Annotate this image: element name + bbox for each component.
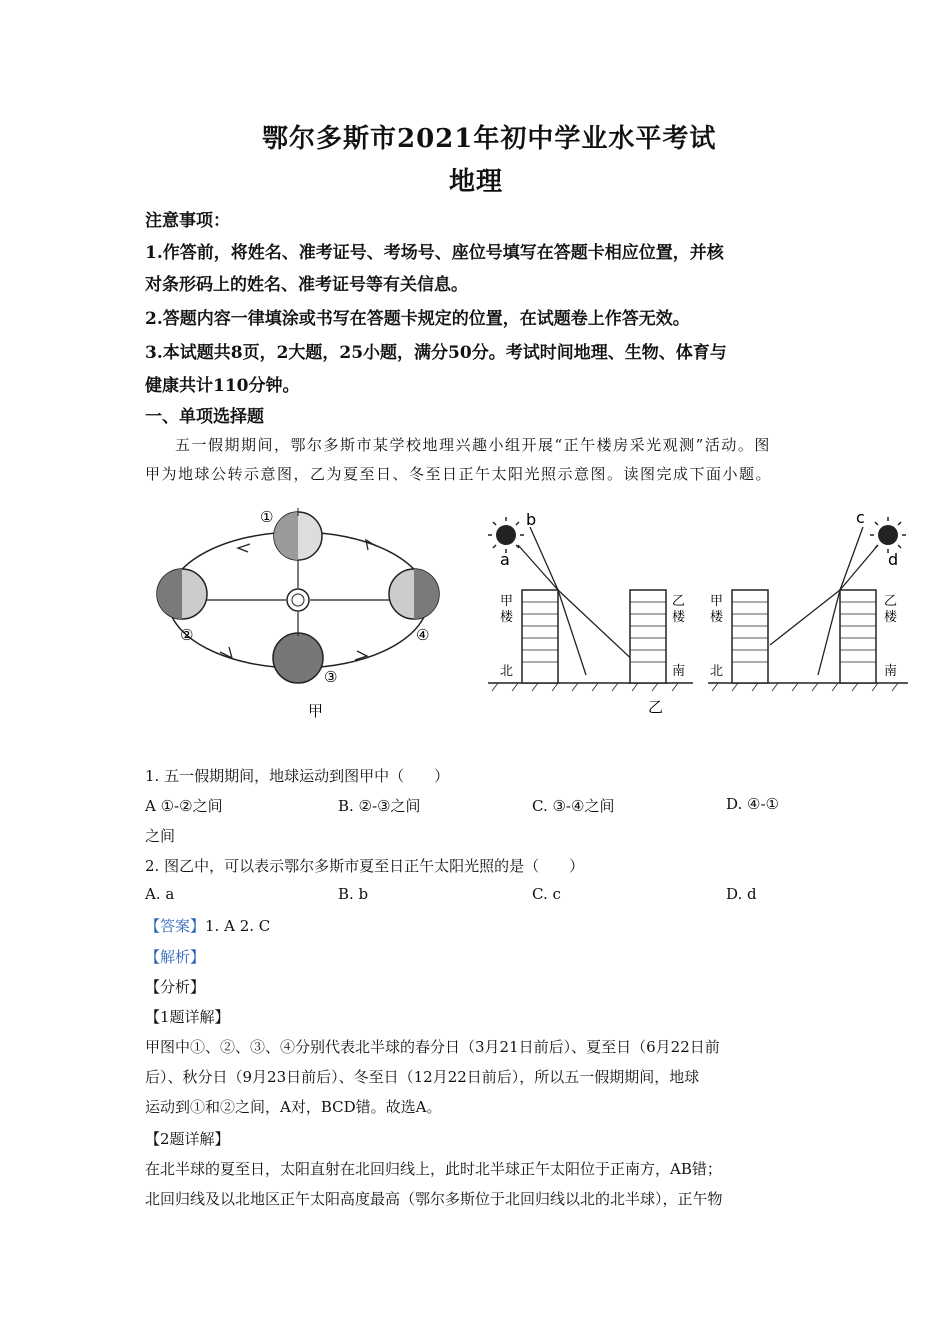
- building-a-label-1-right: 甲: [710, 594, 724, 609]
- building-yi-left: [630, 590, 666, 683]
- marker-4: ④: [416, 626, 430, 644]
- answer-text: 1. A 2. C: [205, 917, 271, 935]
- earth-globe-3: [273, 630, 323, 683]
- page-title: 鄂尔多斯市2021年初中学业水平考试: [262, 124, 717, 154]
- sun-icon: [287, 589, 309, 611]
- building-b-label-1-right: 乙: [884, 594, 898, 609]
- earth-globe-1: [274, 508, 322, 560]
- intro-line1: 五一假期期间，鄂尔多斯市某学校地理兴趣小组开展“正午楼房采光观测”活动。图: [175, 436, 771, 454]
- q2-stem: 2. 图乙中，可以表示鄂尔多斯市夏至日正午太阳光照的是（ ）: [145, 857, 585, 875]
- q1-option-a[interactable]: A ①-②之间: [145, 797, 223, 815]
- q2-option-d[interactable]: D. d: [726, 885, 757, 903]
- earth-globe-4: [389, 569, 439, 619]
- q1-option-d-cont: 之间: [145, 827, 176, 845]
- marker-1: ①: [260, 508, 274, 526]
- answer-row: [145, 915, 270, 936]
- notice-item-1-line1: 1.作答前，将姓名、准考证号、考场号、座位号填写在答题卡相应位置，并核: [145, 243, 724, 263]
- building-a-label-1: 甲: [500, 594, 514, 609]
- q2-option-a[interactable]: A. a: [145, 885, 175, 903]
- figure-jia-orbit: [150, 498, 450, 720]
- notice-item-3-line1: 3.本试题共8页，2大题，25小题，满分50分。考试时间地理、生物、体育与: [145, 343, 727, 363]
- q1-stem: 1. 五一假期期间，地球运动到图甲中（ ）: [145, 767, 450, 785]
- detail-1-line3: 运动到①和②之间，A对，BCD错。故选A。: [145, 1098, 442, 1116]
- south-label-right: 南: [884, 664, 898, 679]
- building-a-label-2: 楼: [500, 610, 514, 625]
- figure-yi-sunlight: [488, 505, 913, 720]
- notice-heading: 注意事项：: [145, 211, 230, 231]
- notice-item-2: 2.答题内容一律填涂或书写在答题卡规定的位置，在试题卷上作答无效。: [145, 309, 690, 329]
- marker-2: ②: [180, 626, 194, 644]
- q1-option-c[interactable]: C. ③-④之间: [532, 797, 615, 815]
- subject-title: 地理: [449, 167, 504, 197]
- answer-tag: 【答案】: [145, 917, 206, 935]
- q1-option-d[interactable]: D. ④-①: [726, 795, 779, 813]
- q2-option-b[interactable]: B. b: [338, 885, 369, 903]
- building-jia-right: [732, 590, 768, 683]
- fenxi-tag: 【分析】: [145, 978, 206, 996]
- intro-line2: 甲为地球公转示意图，乙为夏至日、冬至日正午太阳光照示意图。读图完成下面小题。: [145, 465, 773, 483]
- detail-1-line1: 甲图中①、②、③、④分别代表北半球的春分日（3月21日前后）、夏至日（6月22日前: [145, 1038, 720, 1056]
- marker-3: ③: [324, 668, 338, 686]
- sun-icon: [488, 517, 524, 553]
- figure-jia-label: 甲: [308, 702, 324, 720]
- orbit-arrow-icon: [366, 540, 376, 550]
- ray-label-d: d: [888, 550, 899, 569]
- building-b-label-2: 楼: [672, 610, 686, 625]
- figure-yi-label: 乙: [648, 698, 664, 716]
- building-jia-left: [522, 590, 558, 683]
- q1-option-b[interactable]: B. ②-③之间: [338, 797, 421, 815]
- building-yi-right: [840, 590, 876, 683]
- notice-item-3-line2: 健康共计110分钟。: [145, 376, 300, 396]
- detail-2-line2: 北回归线及以北地区正午太阳高度最高（鄂尔多斯位于北回归线以北的北半球），正午物: [145, 1190, 723, 1208]
- building-b-label-1: 乙: [672, 594, 686, 609]
- ray-label-b: b: [526, 510, 537, 529]
- ray-label-c: c: [856, 508, 865, 527]
- notice-item-1-line2: 对条形码上的姓名、准考证号等有关信息。: [145, 275, 468, 295]
- analysis-tag: 【解析】: [145, 948, 206, 966]
- detail-1-heading: 【1题详解】: [145, 1008, 230, 1026]
- north-label: 北: [500, 664, 514, 679]
- building-b-label-2-right: 楼: [884, 610, 898, 625]
- q2-option-c[interactable]: C. c: [532, 885, 561, 903]
- north-label-right: 北: [710, 664, 724, 679]
- earth-globe-2: [157, 569, 207, 619]
- south-label: 南: [672, 664, 686, 679]
- orbit-arrow-icon: [238, 544, 250, 552]
- ray-label-a: a: [500, 550, 510, 569]
- detail-2-heading: 【2题详解】: [145, 1130, 230, 1148]
- detail-1-line2: 后）、秋分日（9月23日前后）、冬至日（12月22日前后），所以五一假期期间，地球: [145, 1068, 700, 1086]
- detail-2-line1: 在北半球的夏至日，太阳直射在北回归线上，此时北半球正午太阳位于正南方，AB错；: [145, 1160, 722, 1178]
- section-heading: 一、单项选择题: [145, 407, 264, 427]
- building-a-label-2-right: 楼: [710, 610, 724, 625]
